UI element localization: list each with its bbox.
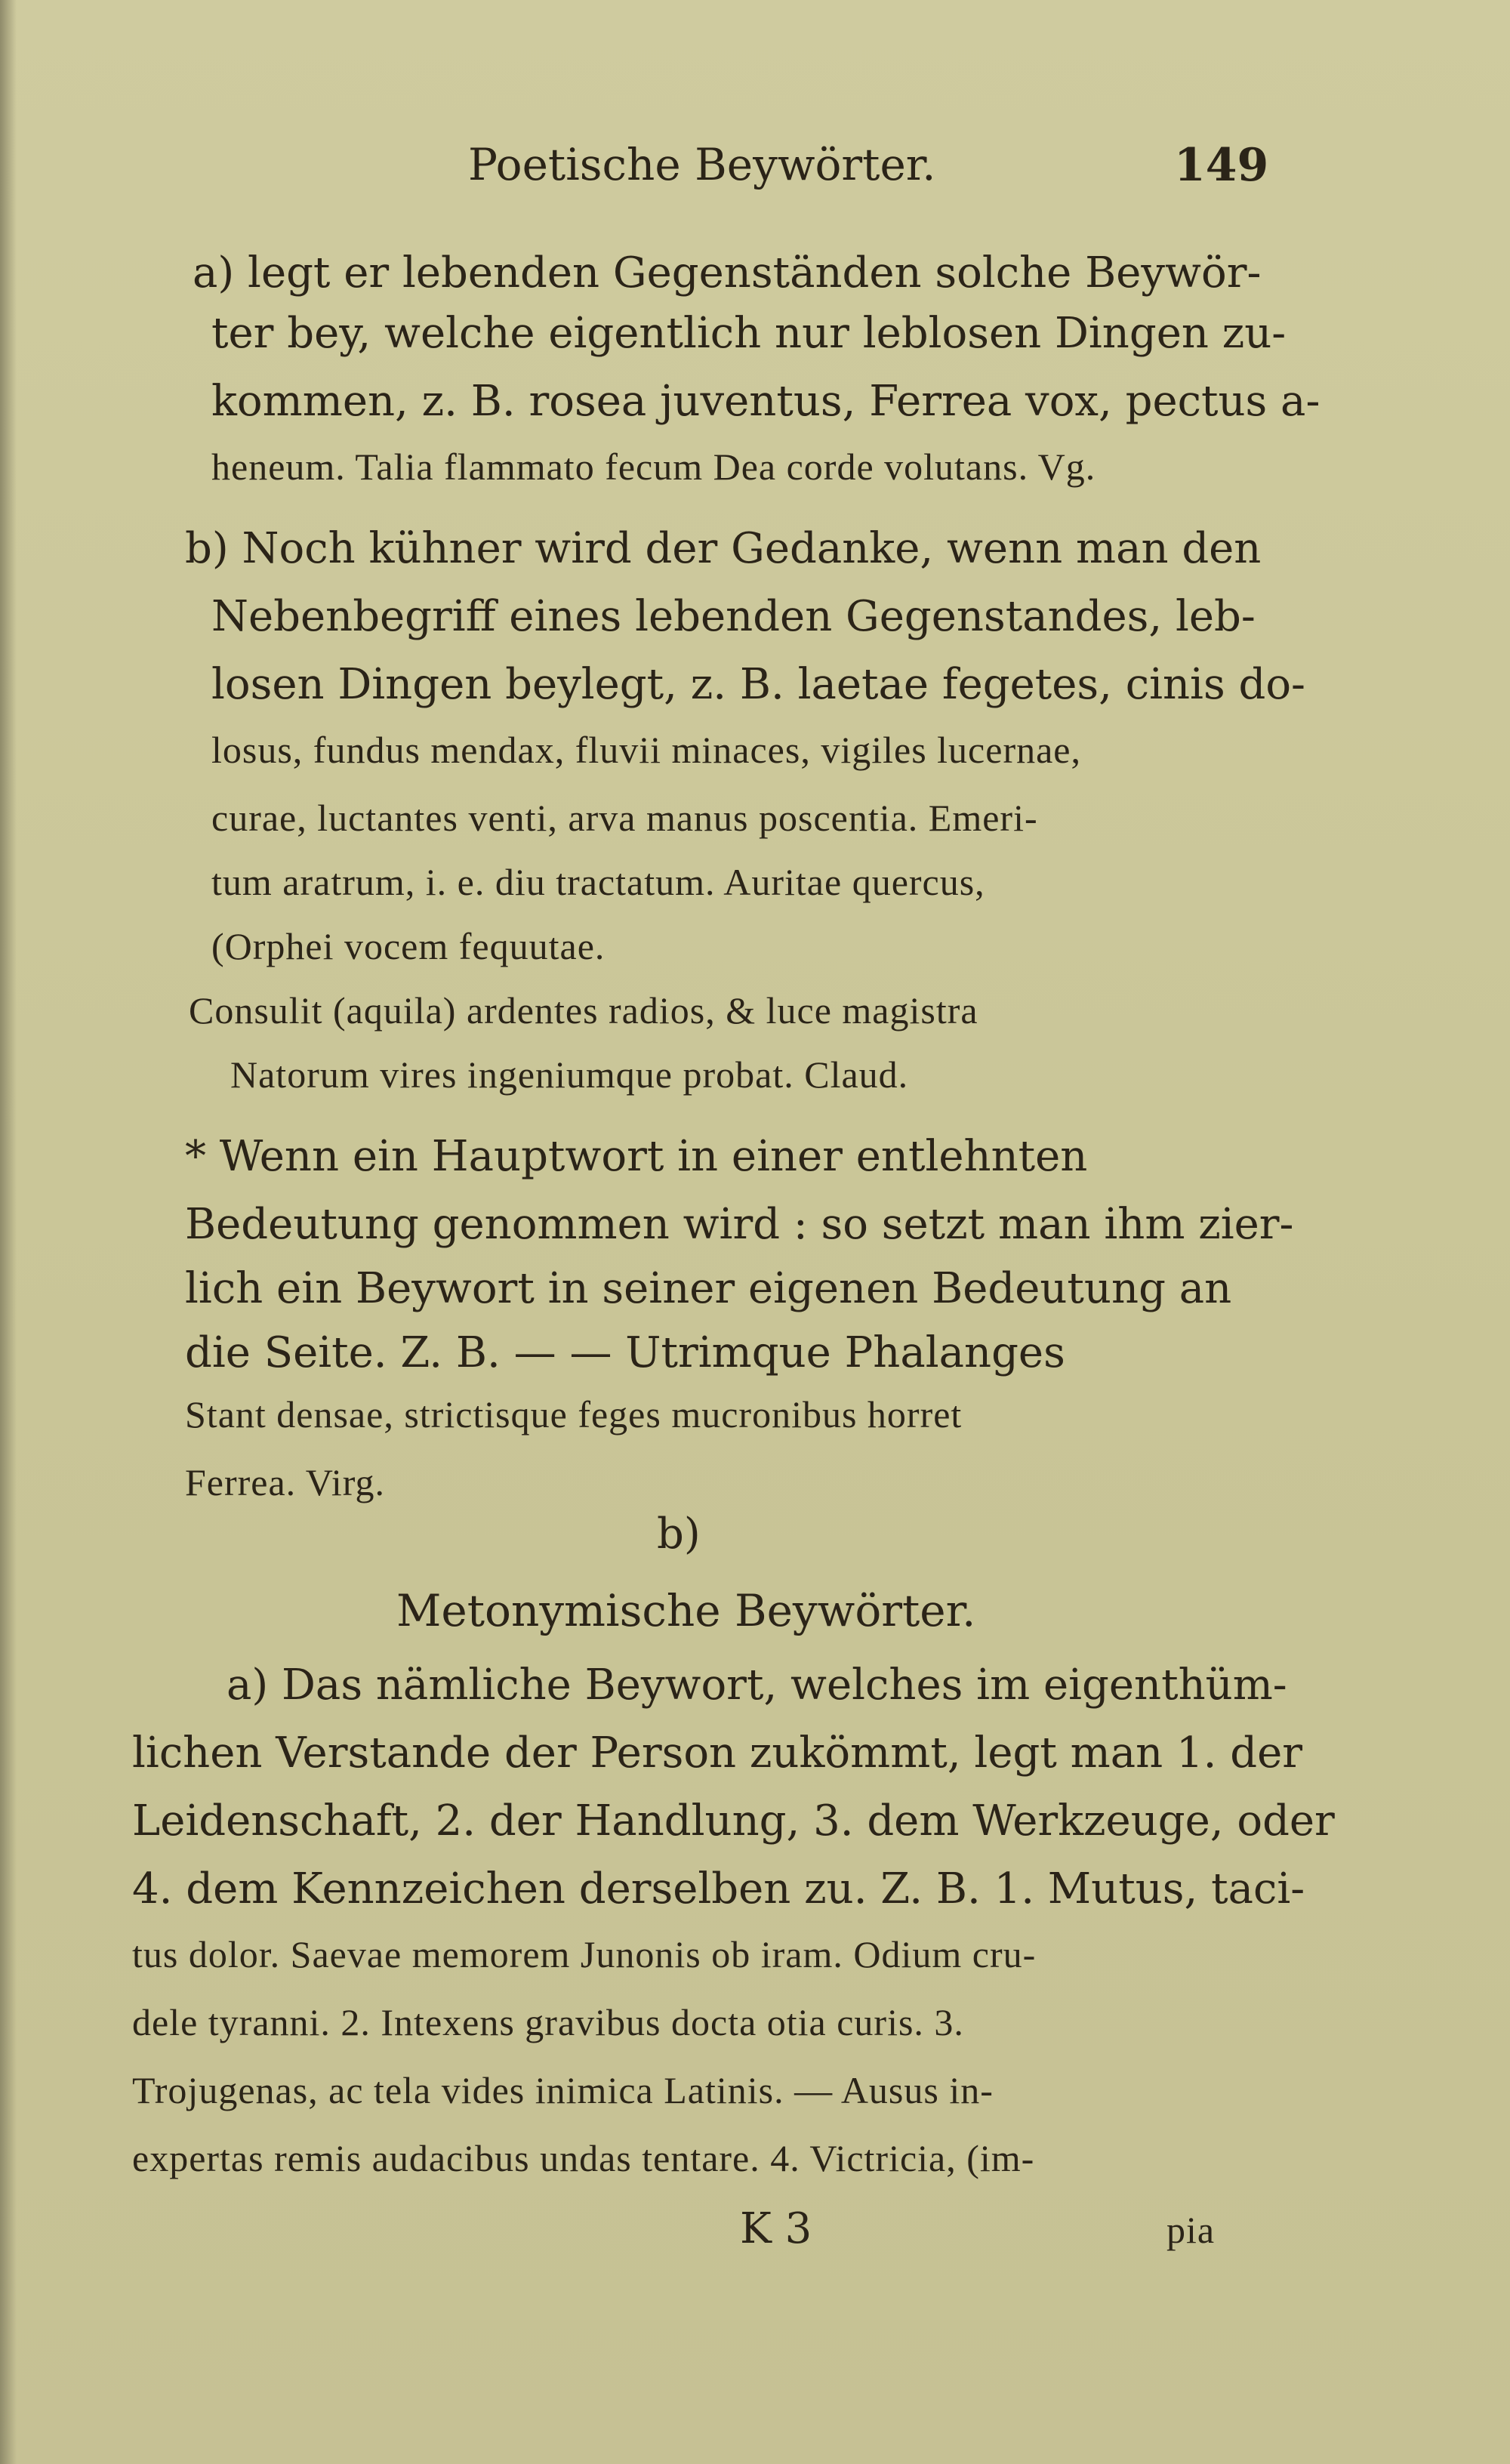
body-line-14: * Wenn ein Hauptwort in einer entlehnten (185, 1132, 1088, 1181)
section-line-1: a) Das nämliche Beywort, welches im eigenthüm- (226, 1661, 1287, 1710)
section-line-6: dele tyranni. 2. Intexens gravibus docta otia curis. 3. (132, 2001, 964, 2043)
section-line-8: expertas remis audacibus undas tentare. 4. Victricia, (im- (132, 2137, 1035, 2179)
body-line-13: Natorum vires ingeniumque probat. Claud. (230, 1053, 909, 1096)
section-line-5: tus dolor. Saevae memorem Junonis ob iram. Odium cru- (132, 1933, 1037, 1975)
catchword: pia (1166, 2209, 1216, 2251)
body-line-1: a) legt er lebenden Gegenständen solche Beywör- (193, 248, 1262, 298)
body-line-10: tum aratrum, i. e. diu tractatum. Auritae quercus, (211, 861, 985, 903)
signature-mark: K 3 (740, 2204, 812, 2253)
body-line-11: (Orphei vocem fequutae. (211, 925, 606, 967)
body-line-12: Consulit (aquila) ardentes radios, & luce magistra (189, 989, 978, 1032)
body-line-6: Nebenbegriff eines lebenden Gegenstandes, leb- (211, 592, 1256, 641)
body-line-19: Ferrea. Virg. (185, 1461, 386, 1503)
body-line-18: Stant densae, strictisque feges mucronibus horret (185, 1393, 963, 1436)
body-line-7: losen Dingen beylegt, z. B. laetae fegetes, cinis do- (211, 660, 1305, 709)
section-line-7: Trojugenas, ac tela vides inimica Latinis. — Ausus in- (132, 2069, 994, 2111)
body-line-5: b) Noch kühner wird der Gedanke, wenn man den (185, 524, 1262, 573)
section-heading: Metonymische Beywörter. (396, 1585, 976, 1636)
body-line-4: heneum. Talia flammato fecum Dea corde volutans. Vg. (211, 446, 1096, 488)
section-line-2: lichen Verstande der Person zukömmt, legt man 1. der (132, 1729, 1302, 1778)
body-line-15: Bedeutung genommen wird : so setzt man ihm zier- (185, 1200, 1294, 1249)
body-line-8: losus, fundus mendax, fluvii minaces, vigiles lucernae, (211, 729, 1081, 771)
section-line-4: 4. dem Kennzeichen derselben zu. Z. B. 1. Mutus, taci- (132, 1864, 1305, 1914)
section-line-3: Leidenschaft, 2. der Handlung, 3. dem Werkzeuge, oder (132, 1796, 1335, 1846)
body-line-16: lich ein Beywort in seiner eigenen Bedeutung an (185, 1264, 1232, 1313)
body-line-3: kommen, z. B. rosea juventus, Ferrea vox, pectus a- (211, 377, 1320, 426)
body-line-9: curae, luctantes venti, arva manus poscentia. Emeri- (211, 797, 1038, 839)
body-line-2: ter bey, welche eigentlich nur leblosen Dingen zu- (211, 309, 1287, 358)
running-title: Poetische Beywörter. (468, 139, 936, 190)
body-line-17: die Seite. Z. B. — — Utrimque Phalanges (185, 1328, 1065, 1377)
page-number: 149 (1174, 139, 1269, 192)
section-marker: b) (657, 1510, 701, 1559)
